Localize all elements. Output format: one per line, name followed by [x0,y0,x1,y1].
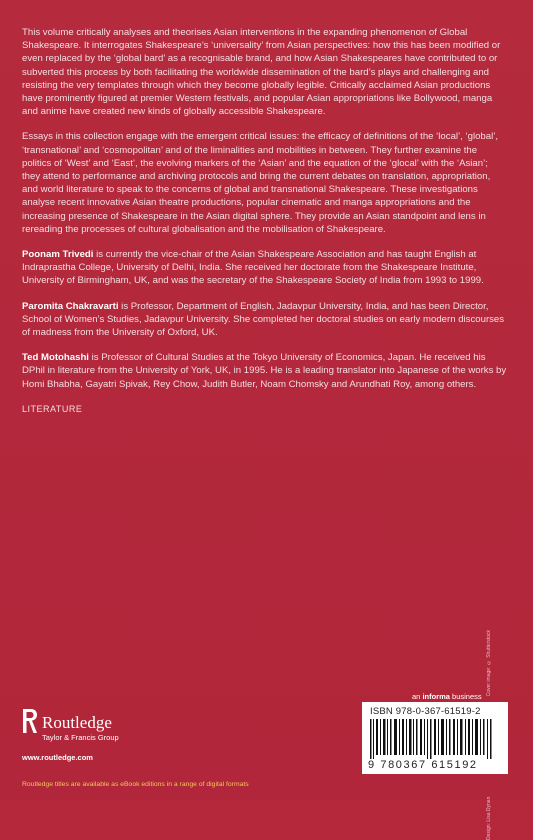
isbn-text: ISBN 978-0-367-61519-2 [370,706,481,717]
author-name: Paromita Chakravarti [22,300,119,312]
author-name: Ted Motohashi [22,352,89,364]
barcode-panel [362,702,508,774]
routledge-r-logo-icon [22,708,38,734]
publisher-group: Taylor & Francis Group [42,733,119,742]
back-cover-text [22,26,507,416]
design-credit: Design: Lisa Dynan [486,796,492,840]
informa-business-tag: an informa business [412,692,482,701]
author-name: Poonam Trivedi [22,249,94,261]
author-bio-3 [22,351,507,391]
blurb-paragraph-1: This volume critically analyses and theorises Asian interventions in the expanding phenomenon of Global Shakespeare. It interrogates Shakespeare’s ‘universality’ from Asian perspectives: how this has been modified or even replaced by the ‘global bard’ as a recognisable brand, and how Asian Shakespeares have contributed to or subverted this process by both facilitating the worldwide dissemination of the bard’s plays and challenging and resisting the very templates through which they become globally legible. Critically acclaimed Asian productions have prominently figured at premier Western festivals, and popular Asian appropriations like Bollywood, manga and anime have created new kinds of globally accessible Shakespeare. [22,27,501,118]
cover-image-credit: Cover image: © Shutterstock [486,630,492,697]
genre-label: LITERATURE [22,403,83,414]
author-bio-1 [22,248,507,288]
publisher-website[interactable]: www.routledge.com [22,753,93,762]
author-bio-2 [22,300,507,340]
author-bio-text: is currently the vice-chair of the Asian Shakespeare Association and has taught English at Indraprastha College, University of Delhi, India. She received her doctorate from the Shakespeare Institute, University of Birmingham, UK, and was the secretary of the Shakespeare Society of India from 1993 to 1999. [22,249,484,287]
barcode-digits: 9 780367 615192 [368,759,478,771]
barcode-icon [370,719,500,759]
author-bio-text: is Professor, Department of English, Jadavpur University, India, and has been Director, School of Women’s Studies, Jadavpur University. She completed her doctoral studies on early modern discourses of madness from the University of Oxford, UK. [22,300,505,339]
blurb-paragraph-2: Essays in this collection engage with the emergent critical issues: the efficacy of definitions of the ‘local’, ‘global’, ‘transnational’ and ‘cosmopolitan’ and of the liminalities and mobilities in between. They further examine the politics of ‘West’ and ‘East’, the evolving markers of the ‘Asian’ and the equation of the ‘glocal’ with the ‘Asian’; they attend to performance and archiving protocols and bring the current debates on translation, appropriation, and world literature to speak to the concerns of global and transnational Shakespeare. These investigations analyse recent innovative Asian theatre productions, popular cinematic and manga appropriations and the increasing presence of Shakespeare in the Asian digital sphere. They provide an Asian standpoint and lens in rereading the processes of cultural globalisation and the mobilisation of Shakespeare. [22,131,499,235]
ebook-availability-note: Routledge titles are available as eBook editions in a range of digital formats [22,781,249,788]
publisher-name: Routledge [42,713,112,732]
author-bio-text: is Professor of Cultural Studies at the Tokyo University of Economics, Japan. He received his DPhil in literature from the University of York, UK, in 1995. He is a leading translator into Japanese of the works by Homi Bhabha, Gayatri Spivak, Rey Chow, Judith Butler, Noam Chomsky and Arundhati Roy, among others. [22,352,507,390]
